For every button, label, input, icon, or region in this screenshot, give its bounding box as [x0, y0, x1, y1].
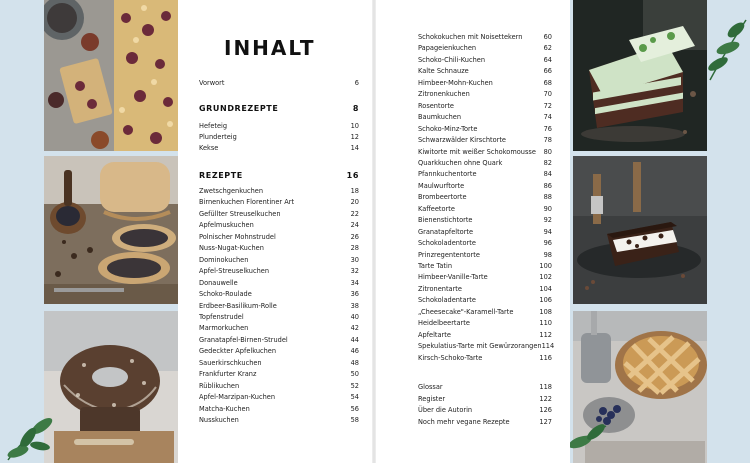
- toc-page-number: 44: [350, 335, 359, 344]
- toc-entry[interactable]: [418, 227, 552, 238]
- toc-entry-title: Frankfurter Kranz: [199, 370, 257, 379]
- photo-chocolate-cream-cake-slice: [573, 156, 707, 304]
- toc-entry-title: Kiwitorte mit weißer Schokomousse: [418, 147, 536, 156]
- toc-page-number: 24: [350, 221, 359, 230]
- toc-entry-title: Schwarzwälder Kirschtorte: [418, 136, 506, 145]
- toc-page-number: 116: [539, 353, 552, 362]
- toc-page-number: 20: [350, 198, 359, 207]
- toc-entry-title: Schoko-Minz-Torte: [418, 124, 478, 133]
- toc-page-number: 84: [543, 170, 552, 179]
- toc-entry-title: Quarkkuchen ohne Quark: [418, 158, 503, 167]
- toc-entry[interactable]: [418, 66, 552, 77]
- toc-entry-title: Granatapfeltorte: [418, 227, 474, 236]
- toc-page-number: 58: [350, 416, 359, 424]
- toc-page-number: 26: [350, 232, 359, 241]
- toc-entry-title: Donauwelle: [199, 278, 238, 287]
- toc-entry[interactable]: [418, 318, 552, 329]
- toc-entry[interactable]: [418, 394, 552, 405]
- toc-entry-title: Schokoladentarte: [418, 296, 476, 305]
- toc-entry-title: Plunderteig: [199, 133, 237, 141]
- toc-page-left: [178, 0, 374, 463]
- toc-entry-title: Zitronentarte: [418, 284, 462, 293]
- toc-entry-title: Apfelmuskuchen: [199, 221, 254, 230]
- toc-page-number: 102: [539, 273, 552, 282]
- toc-page-number: 22: [350, 209, 359, 218]
- toc-entry-title: Kekse: [199, 144, 219, 152]
- toc-page-number: 6: [354, 79, 359, 87]
- toc-entry[interactable]: [199, 78, 359, 89]
- toc-entry-title: REZEPTE: [199, 171, 243, 180]
- toc-entry[interactable]: [418, 204, 552, 215]
- toc-page-number: 70: [543, 90, 552, 99]
- toc-entry[interactable]: [199, 289, 359, 300]
- toc-entry[interactable]: [199, 278, 359, 289]
- toc-entry-title: Zwetschgenkuchen: [199, 187, 264, 195]
- toc-page-number: 40: [350, 312, 359, 321]
- toc-entry[interactable]: [418, 405, 552, 416]
- toc-page-number: 38: [350, 301, 359, 310]
- toc-entry[interactable]: [199, 323, 359, 334]
- toc-entry-title: Rüblikuchen: [199, 381, 240, 390]
- toc-entry-title: Marmorkuchen: [199, 324, 249, 333]
- toc-entry[interactable]: [418, 43, 552, 54]
- toc-entry[interactable]: [199, 255, 359, 266]
- toc-entry[interactable]: [418, 101, 552, 112]
- toc-page-number: 60: [543, 33, 552, 41]
- toc-entry-title: Zitronenkuchen: [418, 90, 470, 99]
- toc-entry[interactable]: [418, 124, 552, 135]
- toc-entry-title: Heidelbeertarte: [418, 319, 470, 328]
- toc-page-number: 104: [539, 284, 552, 293]
- toc-page-number: 92: [543, 216, 552, 225]
- toc-page-number: 118: [539, 383, 552, 391]
- toc-entry-title: Schoko-Chili-Kuchen: [418, 55, 486, 64]
- toc-entry[interactable]: [199, 335, 359, 346]
- toc-entry-title: Nuss-Nugat-Kuchen: [199, 244, 264, 253]
- toc-entry-title: Apfel-Marzipan-Kuchen: [199, 393, 276, 402]
- toc-entry-title: Birnenkuchen Florentiner Art: [199, 198, 295, 207]
- toc-page-number: 42: [350, 324, 359, 333]
- toc-entry-title: Apfel-Streuselkuchen: [199, 267, 270, 276]
- toc-page-number: 52: [350, 381, 359, 390]
- toc-entry[interactable]: [418, 192, 552, 203]
- photo-plum-streusel-cake: [44, 0, 178, 151]
- toc-entry-title: „Cheesecake"-Karamell-Tarte: [418, 307, 514, 316]
- toc-entry-title: Sauerkirschkuchen: [199, 358, 262, 367]
- toc-entry-title: Erdbeer-Basilikum-Rolle: [199, 301, 277, 310]
- toc-entry-title: Noch mehr vegane Rezepte: [418, 417, 510, 426]
- toc-entry-title: Granatapfel-Birnen-Strudel: [199, 335, 288, 344]
- toc-page-number: 82: [543, 158, 552, 167]
- toc-entry[interactable]: [418, 382, 552, 393]
- toc-entry-title: Rosentorte: [418, 101, 454, 110]
- toc-entry[interactable]: [199, 209, 359, 220]
- toc-entry-title: Hefeteig: [199, 122, 228, 130]
- toc-entry[interactable]: [199, 220, 359, 231]
- toc-entry[interactable]: [199, 243, 359, 254]
- toc-entry[interactable]: [418, 272, 552, 283]
- toc-entry[interactable]: [418, 158, 552, 169]
- toc-entry[interactable]: [418, 341, 555, 352]
- toc-entry[interactable]: [418, 55, 552, 66]
- toc-entry[interactable]: [418, 353, 552, 364]
- photo-chocolate-bundt-cake: [44, 311, 178, 463]
- toc-entry[interactable]: [199, 143, 359, 154]
- toc-page-number: 74: [543, 113, 552, 122]
- toc-entry[interactable]: [199, 369, 359, 380]
- toc-entry-title: Kalte Schnauze: [418, 67, 469, 76]
- toc-entry[interactable]: [418, 147, 552, 158]
- toc-entry[interactable]: [199, 132, 359, 143]
- toc-section-heading[interactable]: [199, 170, 359, 181]
- toc-page-number: 32: [350, 267, 359, 276]
- toc-page-number: 100: [539, 262, 552, 270]
- toc-entry-title: Papageienkuchen: [418, 44, 477, 53]
- toc-entry[interactable]: [199, 301, 359, 312]
- toc-entry-title: Maulwurftorte: [418, 181, 465, 190]
- toc-page-number: 98: [543, 250, 552, 259]
- toc-page-number: 78: [543, 136, 552, 145]
- toc-entry[interactable]: [418, 250, 552, 261]
- toc-entry[interactable]: [199, 346, 359, 357]
- toc-page-number: 88: [543, 193, 552, 202]
- toc-entry-title: Über die Autorin: [418, 406, 473, 414]
- toc-page-number: 18: [350, 187, 359, 195]
- toc-page-number: 72: [543, 101, 552, 110]
- toc-entry-title: Himbeer-Vanille-Tarte: [418, 273, 488, 282]
- toc-entry[interactable]: [418, 215, 552, 226]
- toc-page-number: 94: [543, 227, 552, 236]
- toc-page-right: [374, 0, 570, 463]
- toc-entry[interactable]: [418, 330, 552, 341]
- toc-entry[interactable]: [418, 112, 552, 123]
- toc-entry-title: Glossar: [418, 383, 443, 391]
- toc-entry[interactable]: [418, 135, 552, 146]
- toc-entry[interactable]: [199, 197, 359, 208]
- toc-page-number: 56: [350, 404, 359, 413]
- toc-entry-title: Topfenstrudel: [199, 312, 244, 321]
- toc-page-number: 112: [539, 330, 552, 339]
- toc-entry[interactable]: [199, 186, 359, 197]
- toc-entry[interactable]: [418, 32, 552, 43]
- toc-entry-title: Dominokuchen: [199, 255, 249, 264]
- toc-entry-title: Apfeltarte: [418, 330, 451, 339]
- toc-page-number: 126: [539, 406, 552, 414]
- toc-page-number: 122: [539, 394, 552, 403]
- toc-page-number: 48: [350, 358, 359, 367]
- toc-page-number: 110: [539, 319, 552, 328]
- toc-page-number: 62: [543, 44, 552, 53]
- toc-entry-title: Schokokuchen mit Noisettekern: [418, 33, 523, 41]
- toc-page-number: 10: [350, 122, 359, 130]
- toc-page-number: 46: [350, 347, 359, 356]
- toc-page-number: 12: [350, 133, 359, 141]
- toc-entry-title: Baumkuchen: [418, 113, 462, 122]
- toc-page-number: 8: [352, 104, 359, 113]
- toc-entry[interactable]: [199, 312, 359, 323]
- toc-entry[interactable]: [199, 121, 359, 132]
- toc-page-number: 127: [539, 417, 552, 426]
- toc-entry[interactable]: [199, 392, 359, 403]
- toc-entry-title: Bienenstichtorte: [418, 216, 473, 225]
- toc-entry-title: Matcha-Kuchen: [199, 404, 250, 413]
- toc-entry[interactable]: [418, 89, 552, 100]
- toc-page-number: 108: [539, 307, 552, 316]
- toc-page-number: 76: [543, 124, 552, 133]
- toc-page-number: 54: [350, 393, 359, 402]
- page-title: INHALT: [224, 36, 316, 60]
- toc-entry[interactable]: [199, 415, 359, 426]
- toc-entry-title: Kaffeetorte: [418, 204, 455, 213]
- toc-entry[interactable]: [199, 358, 359, 369]
- toc-page-number: 16: [346, 171, 359, 180]
- toc-entry-title: Pfannkuchentorte: [418, 170, 477, 179]
- toc-entry[interactable]: [418, 78, 552, 89]
- toc-entry-title: GRUNDREZEPTE: [199, 104, 279, 113]
- toc-entry-title: Schokoladentorte: [418, 239, 476, 248]
- toc-entry-title: Prinzregententorte: [418, 250, 480, 259]
- toc-entry-title: Nusskuchen: [199, 416, 239, 424]
- photo-mint-chocolate-cake: [573, 0, 707, 151]
- toc-entry[interactable]: [199, 266, 359, 277]
- toc-page-number: 66: [543, 67, 552, 76]
- toc-page-number: 96: [543, 239, 552, 248]
- toc-entry[interactable]: [418, 169, 552, 180]
- toc-entry[interactable]: [418, 295, 552, 306]
- toc-entry-title: Gefüllter Streuselkuchen: [199, 209, 281, 218]
- toc-section-heading[interactable]: [199, 103, 359, 114]
- toc-page-number: 80: [543, 147, 552, 156]
- toc-page-number: 106: [539, 296, 552, 305]
- toc-entry-title: Brombeertorte: [418, 193, 467, 202]
- toc-page-number: 90: [543, 204, 552, 213]
- toc-page-number: 36: [350, 290, 359, 299]
- toc-entry-title: Polnischer Mohnstrudel: [199, 232, 276, 241]
- toc-page-number: 28: [350, 244, 359, 253]
- leaf-decoration-bottom-left: [2, 410, 58, 463]
- toc-page-number: 34: [350, 278, 359, 287]
- toc-page-number: 50: [350, 370, 359, 379]
- toc-entry-title: Vorwort: [199, 79, 225, 87]
- toc-entry-title: Tarte Tatin: [418, 262, 452, 270]
- toc-entry[interactable]: [418, 284, 552, 295]
- toc-page-number: 68: [543, 78, 552, 87]
- toc-page-number: 30: [350, 255, 359, 264]
- toc-entry[interactable]: [418, 238, 552, 249]
- toc-entry-title: Spekulatius-Tarte mit Gewürzorangen: [418, 342, 542, 351]
- photo-poppy-seed-strudel: [44, 156, 178, 304]
- toc-entry-title: Himbeer-Mohn-Kuchen: [418, 78, 493, 87]
- toc-entry[interactable]: [418, 307, 552, 318]
- toc-entry[interactable]: [199, 404, 359, 415]
- toc-entry[interactable]: [418, 181, 552, 192]
- toc-entry-title: Gedeckter Apfelkuchen: [199, 347, 277, 356]
- toc-entry[interactable]: [199, 232, 359, 243]
- toc-entry-title: Kirsch-Schoko-Tarte: [418, 353, 483, 362]
- toc-entry[interactable]: [418, 261, 552, 272]
- toc-entry-title: Register: [418, 394, 446, 403]
- leaf-decoration-top-right: [706, 14, 750, 84]
- toc-page-number: 64: [543, 55, 552, 64]
- toc-page-number: 114: [541, 342, 555, 351]
- toc-entry[interactable]: [418, 417, 552, 428]
- toc-entry-title: Schoko-Roulade: [199, 290, 252, 299]
- toc-entry[interactable]: [199, 381, 359, 392]
- toc-page-number: 86: [543, 181, 552, 190]
- toc-page-number: 14: [350, 144, 359, 152]
- book-gutter: [372, 0, 376, 463]
